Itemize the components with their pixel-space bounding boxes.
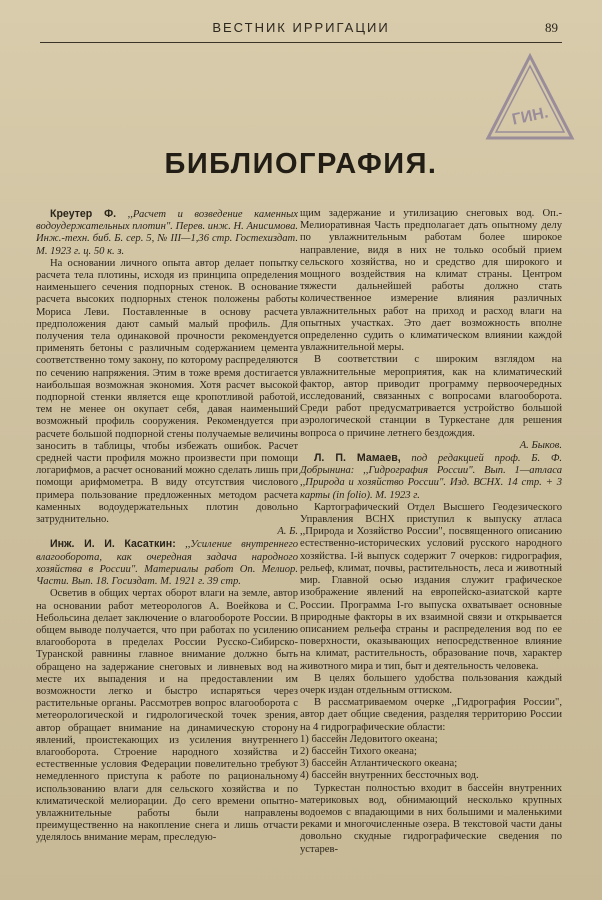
entry-reference: под редакцией проф. Б. Ф. Добрынина: ,,Гидрография России". Вып. 1—атласа ,,Природа и хозяйство России". Изд. ВСНХ. 14 стр. + 3 карты (in folio). М. 1923 г. xyxy=(300,453,562,501)
entry-reference: ,,Усиление внутреннего влагооборота, как очередная задача народного хозяйства в России". Материалы работ Оп. Мелиор. Части. Вып. 18. Госиздат. М. 1921 г. 39 стр. xyxy=(36,539,299,588)
list-item: 2) бассейн Тихого океана; xyxy=(300,745,417,757)
page-number: 89 xyxy=(545,20,558,35)
running-header xyxy=(40,18,562,43)
entry-author: Инж. И. И. Касаткин: xyxy=(50,538,176,551)
review-paragraph: В соответствии с широким взглядом на увлажнительные мероприятия, как на климатический фактор, автор приводит программу первоочередных исследований, связанных с вопросами влагооборота. Среди работ предусматривается устройство большой аэрологической станции в Туркестане для решения вопроса о причине летнего бездождия. xyxy=(300,354,562,439)
left-column xyxy=(36,208,298,845)
review-paragraph: Картографический Отдел Высшего Геодезического Управления ВСНХ приступил к выпуску атласа ,,Природа и Хозяйство России", посвященного описанию естественно-исторических условий русского народного хозяйства. I-й выпуск содержит 7 очерков: гидрография, рельеф, климат, почвы, растительность, леса и животный мир. Главной осью издания служит графическое изображение явлений на европейско-азиатской карте России. Программа I-го выпуска охватывает основные природные факторы в их взаимной связи и открывается описанием рельефа страны и распределения вод по ее поверхности, оказывающих непосредственное влияние на климат, растительность, образование почв, характер животного мира и тип, быт и деятельность человека. xyxy=(300,501,562,672)
review-paragraph: Туркестан полностью входит в бассейн внутренних материковых вод, обнимающий несколько крупных водоемов с впадающими в них большими и маленькими реками и многочисленные озера. В текстовой части даны довольно скудные гидрографические сведения по устарев- xyxy=(300,782,562,855)
list-item: 3) бассейн Атлантического океана; xyxy=(300,758,458,770)
list-item: 4) бассейн внутренних бессточных вод. xyxy=(300,770,479,782)
entry-author: Л. П. Мамаев, xyxy=(314,452,401,465)
list-item: 1) бассейн Ледовитого океана; xyxy=(300,733,438,745)
right-column xyxy=(300,208,562,856)
review-paragraph: щим задержание и утилизацию снеговых вод. Оп.-Мелиоративная Часть предполагает дать опытному делу по увлажнительным работам более широкое направление, видя в них не только особый прием сельского хозяйства, но и средство для широкого и мощного воздействия на климат страны. Центром тяжести дальнейшей работы должно стать количественное измерение влияния различных увлажнительных работ на приход и расход влаги на опытных участках. Это дает возможность вполне определенно судить о климатическом влиянии каждой увлажнительной меры. xyxy=(300,208,562,354)
review-paragraph: В рассматриваемом очерке ,,Гидрография России", автор дает общие сведения, разделяя территорию России на 4 гидрографические области: xyxy=(300,697,562,733)
stamp-triangle-icon xyxy=(484,52,576,144)
bib-entry-kreuter xyxy=(36,208,298,258)
journal-title: ВЕСТНИК ИРРИГАЦИИ xyxy=(212,20,390,35)
bib-entry-mamaev xyxy=(300,452,562,502)
review-paragraph: На основании личного опыта автор делает попытку расчета тела плотины, исходя из принципа определения наименьшего сечения подпорных стенок. В основание расчета высоких подпорных стенок положены работы Мориса Леви. Поставленные в основу расчета предположения дают самый малый профиль. Для получения тела одинаковой прочности рекомендуется применять бетоны с различным содержанием цемента соответственно тому закону, по которому распределяются по сечению напряжения. Этим в тоже время достигается наибольшая возможная экономия. Хотя расчет высокой подпорной стенки является еще кропотливой работой, тем не менее он окупает себя, давая наименьший возможный профиль сооружения. Рекомендуется при расчете большой подпорной стены получаемые величины заносить в таблицы, чтобы избежать ошибок. Расчет средней части профиля можно произвести при помощи логарифмов, а расчет оснований можно сделать лишь при помощи арифмометра. В виду отсутствия числового примера пользование предложенных методом расчета каменных водоудержательных плотин довольно затруднительно. xyxy=(36,257,298,526)
reviewer-signature: А. Быков. xyxy=(519,439,562,451)
review-paragraph: Осветив в общих чертах оборот влаги на земле, автор на основании работ метеорологов А. Воейкова и С. Небольсина делает заключение о влагообороте России. В общем выводе получается, что при работах по усилению влагооборота в пределах России Русско-Сибирско-Туранской равнины главное внимание должно быть обращено на задержание снеговых и ливневых вод на месте их выпадения и на предоставлении им возможности легко и быстро испаряться через растительные органы. Рассмотрев вопрос влагооборота с метеорологической и гидрологической точек зрения, автор обращает внимание на динамическую сторону явлений, проистекающих из усиления внутреннего влагооборота. Строение народного хозяйства и естественные условия Федерации повелительно требуют немедленного приступа к работе по рациональному использованию влаги для сельского хозяйства и по климатической мелиорации. До сего времени опытно-увлажнительные работы были направлены преимущественно на накопление снега и лишь отчасти уделялось внимание мерам, преследую- xyxy=(36,588,298,844)
bib-entry-kasatkin xyxy=(36,538,298,588)
entry-author: Креутер Ф. xyxy=(50,208,117,220)
entry-reference: ,,Расчет и возведение каменных водоудержательных плотин". Перев. инж. Н. Анисимова. Инж.-техн. биб. Б. сер. 5, № III—1,36 стр. Гостехиздат. М. 1923 г. ц. 50 к. з. xyxy=(36,209,299,257)
review-paragraph: В целях большего удобства пользования каждый очерк издан отдельным оттиском. xyxy=(300,672,562,696)
reviewer-signature: А. Б. xyxy=(277,526,298,538)
library-stamp xyxy=(484,52,576,144)
section-title: БИБЛИОГРАФИЯ. xyxy=(164,148,438,180)
stamp-text: ГИН. xyxy=(510,104,550,129)
